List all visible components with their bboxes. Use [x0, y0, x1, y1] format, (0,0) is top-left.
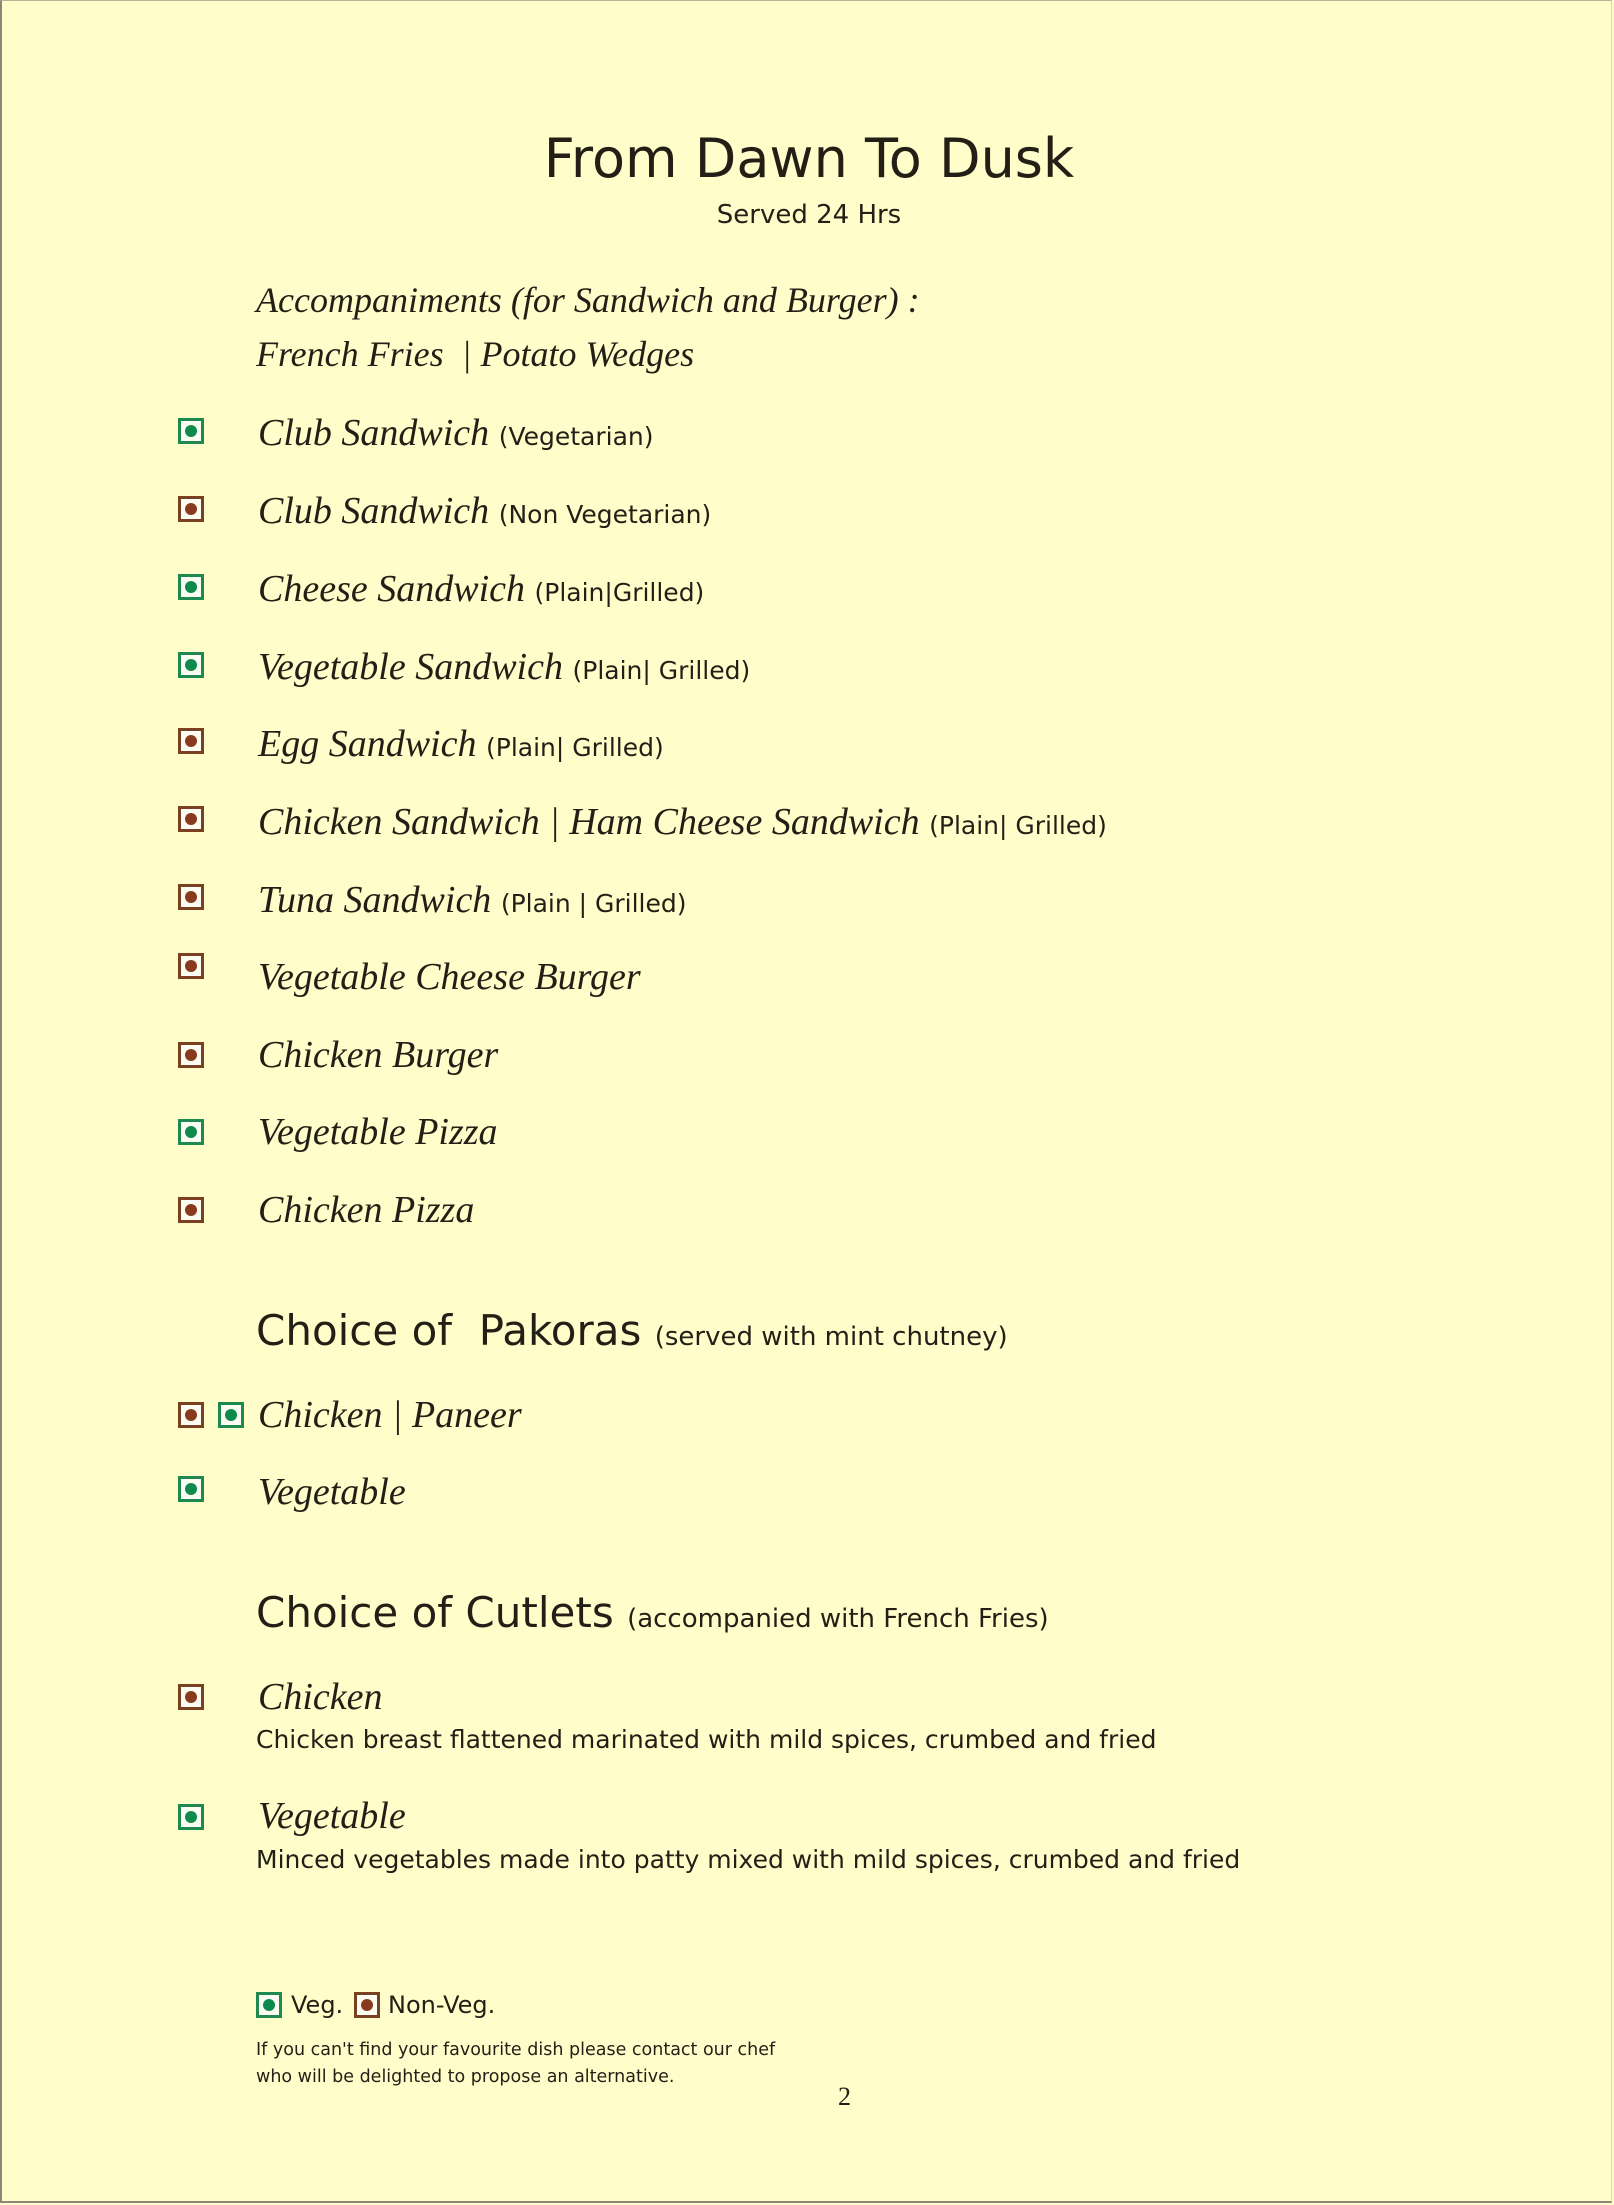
section-title: Choice of Pakoras	[256, 1306, 642, 1355]
item-description: Chicken breast flattened marinated with mild spices, crumbed and fried	[256, 1725, 1157, 1754]
page-number: 2	[838, 2082, 851, 2111]
menu-item	[2, 481, 1502, 541]
menu-item	[2, 1667, 1502, 1727]
menu-item	[2, 1462, 1502, 1522]
menu-item	[2, 403, 1502, 463]
veg-icon	[256, 1992, 282, 2018]
section-heading-cutlets	[256, 1585, 1049, 1647]
item-name: Chicken Sandwich | Ham Cheese Sandwich	[258, 801, 920, 843]
non-veg-icon	[178, 1684, 204, 1710]
veg-icon	[218, 1402, 244, 1428]
menu-item	[2, 714, 1502, 774]
veg-icon	[178, 1119, 204, 1145]
veg-icon	[178, 1476, 204, 1502]
item-name: Chicken Burger	[258, 1034, 499, 1076]
item-note: (Plain| Grilled)	[572, 656, 751, 685]
footer-note-line: If you can't find your favourite dish please contact our chef	[256, 2040, 776, 2060]
menu-item	[2, 870, 1502, 930]
menu-item	[2, 947, 1502, 1007]
menu-item	[2, 1102, 1502, 1162]
item-note: (Plain | Grilled)	[500, 889, 687, 918]
item-name: Chicken | Paneer	[258, 1394, 522, 1436]
menu-item	[2, 1385, 1502, 1445]
veg-icon	[178, 418, 204, 444]
non-veg-icon	[178, 1402, 204, 1428]
section-subtitle: (served with mint chutney)	[654, 1322, 1008, 1352]
item-name: Chicken Pizza	[258, 1189, 475, 1231]
item-name: Chicken	[258, 1676, 383, 1718]
veg-icon	[178, 574, 204, 600]
item-name: Vegetable Cheese Burger	[258, 956, 641, 998]
item-note: (Plain|Grilled)	[534, 578, 705, 607]
item-name: Club Sandwich	[258, 412, 490, 454]
non-veg-icon	[354, 1992, 380, 2018]
non-veg-icon	[178, 1042, 204, 1068]
non-veg-icon	[178, 496, 204, 522]
page-subtitle: Served 24 Hrs	[716, 200, 902, 230]
item-note: (Vegetarian)	[498, 422, 654, 451]
item-note: (Plain| Grilled)	[929, 811, 1107, 840]
item-name: Vegetable	[258, 1795, 406, 1837]
footer-note	[256, 2037, 856, 2091]
item-description: Minced vegetables made into patty mixed with mild spices, crumbed and fried	[256, 1845, 1241, 1874]
menu-item	[2, 637, 1502, 697]
item-name: Egg Sandwich	[258, 723, 477, 765]
section-subtitle: (accompanied with French Fries)	[627, 1604, 1049, 1634]
non-veg-icon	[178, 1197, 204, 1223]
non-veg-icon	[178, 884, 204, 910]
non-veg-icon	[178, 953, 204, 979]
menu-item	[2, 1025, 1502, 1085]
menu-item	[2, 1786, 1502, 1846]
page-title: From Dawn To Dusk	[543, 127, 1075, 190]
item-note: (Plain| Grilled)	[485, 733, 664, 762]
non-veg-icon	[178, 728, 204, 754]
accompaniments-heading: Accompaniments (for Sandwich and Burger) :	[256, 280, 920, 320]
item-name: Vegetable Sandwich	[258, 646, 563, 688]
section-heading-pakoras	[256, 1303, 1008, 1365]
section-title: Choice of Cutlets	[256, 1588, 614, 1637]
veg-icon	[178, 652, 204, 678]
accompaniments-options: French Fries | Potato Wedges	[256, 334, 695, 374]
veg-icon	[178, 1804, 204, 1830]
menu-item	[2, 559, 1502, 619]
item-name: Club Sandwich	[258, 490, 490, 532]
menu-item	[2, 1180, 1502, 1240]
item-name: Tuna Sandwich	[258, 879, 492, 921]
menu-item	[2, 792, 1502, 852]
footer-note-line: who will be delighted to propose an alternative.	[256, 2067, 675, 2087]
item-note: (Non Vegetarian)	[498, 500, 712, 529]
accompaniments-note	[256, 273, 920, 381]
item-name: Vegetable Pizza	[258, 1111, 498, 1153]
legend-veg-label: Veg.	[291, 1991, 344, 2019]
item-name: Vegetable	[258, 1471, 406, 1513]
item-name: Cheese Sandwich	[258, 568, 526, 610]
non-veg-icon	[178, 806, 204, 832]
legend-non-veg-label: Non-Veg.	[388, 1991, 496, 2019]
